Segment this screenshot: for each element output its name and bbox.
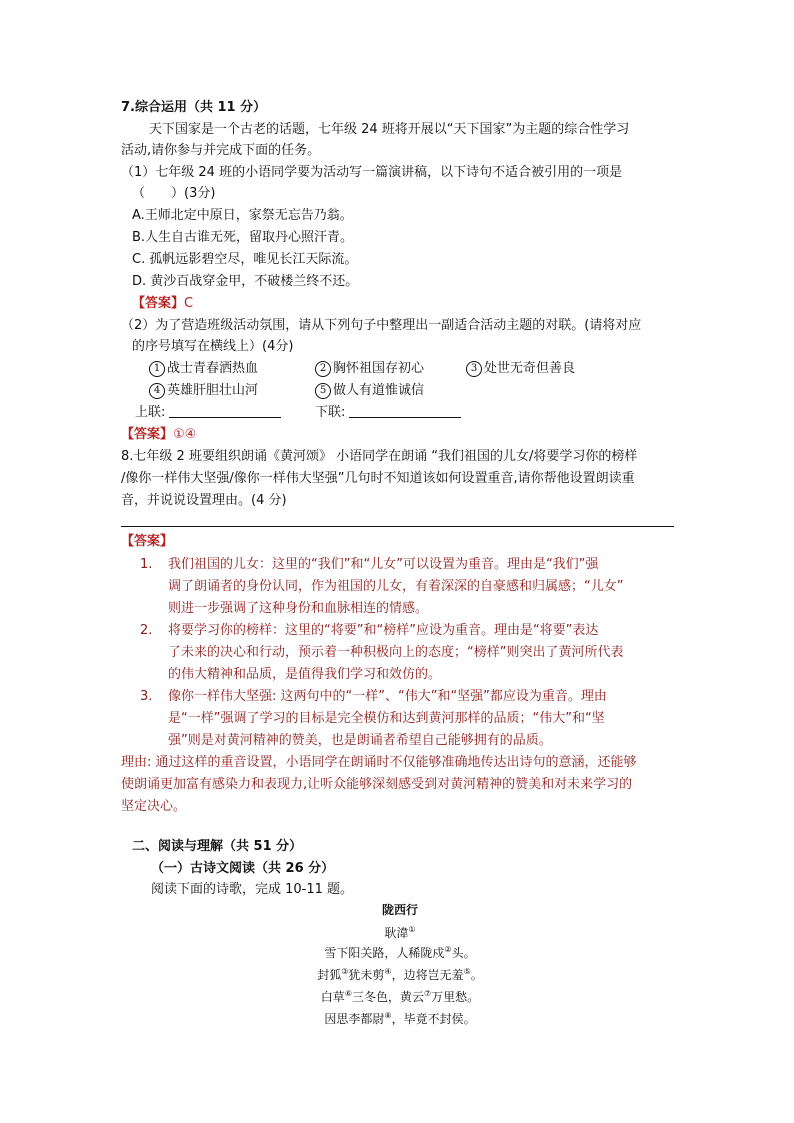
q8-item-1-num: 1. [140, 557, 153, 572]
answer-value: ①④ [173, 427, 197, 442]
q8-item-3-line-2: 是“一样”强调了学习的目标是完全模仿和达到黄河那样的品质；“伟大”和“坚 [168, 711, 605, 726]
q7-option-b: B.人生自古谁无死，留取丹心照汗青。 [132, 230, 354, 245]
q8-reason-line-1: 理由: 通过这样的重音设置，小语同学在朗诵时不仅能够准确地传达出诗句的意涵，还能够 [121, 755, 637, 770]
q7-intro-line-2: 活动,请你参与并完成下面的任务。 [121, 143, 321, 158]
q8-item-2-num: 2. [140, 623, 153, 638]
answer-value: C [184, 296, 194, 311]
q7-option-d: D. 黄沙百战穿金甲，不破楼兰终不还。 [132, 274, 359, 289]
upper-couplet-field: 上联: [135, 403, 281, 423]
q7-answer-1 [132, 294, 193, 314]
q7-sub1-line-2: （ ）(3分) [132, 186, 216, 201]
couplet-option-3: 3 处世无奇但善良 [466, 359, 575, 379]
q8-line-2: /像你一样伟大坚强/像你一样伟大坚强”几句时不知道该如何设置重音,请你帮他设置朗读重 [121, 471, 635, 486]
lower-couplet-field: 下联: [315, 403, 461, 423]
q8-item-1-line-2: 调了朗诵者的身份认同，作为祖国的儿女，有着深深的自豪感和归属感；“儿女” [168, 579, 624, 594]
q7-sub1-line-1: （1）七年级 24 班的小语同学要为活动写一篇演讲稿，以下诗句不适合被引用的一项是 [121, 165, 623, 180]
q8-item-2-line-1: 将要学习你的榜样：这里的“将要”和“榜样”应设为重音。理由是“将要”表达 [168, 623, 599, 638]
q8-item-3-num: 3. [140, 689, 153, 704]
q7-option-c: C. 孤帆远影碧空尽，唯见长江天际流。 [132, 252, 358, 267]
poem-line-2: 封狐③犹未剪④，边将岂无羞⑤。 [317, 967, 483, 982]
couplet-option-5: 5 做人有道惟诚信 [315, 381, 424, 401]
answer-label: 【答案】 [132, 296, 185, 311]
couplet-option-4: 4 英雄肝胆壮山河 [149, 381, 258, 401]
poem-title: 陇西行 [381, 903, 418, 917]
q7-intro-line-1: 天下国家是一个古老的话题，七年级 24 班将开展以“天下国家”为主题的综合性学习 [149, 122, 630, 137]
q8-item-2-line-3: 的伟大精神和品质，是值得我们学习和效仿的。 [168, 667, 442, 682]
section-2-title: 二、阅读与理解（共 51 分） [132, 839, 303, 854]
q8-item-1-line-1: 我们祖国的儿女：这里的“我们”和“儿女”可以设置为重音。理由是“我们”强 [168, 557, 599, 572]
poem-line-1: 雪下阳关路，人稀陇戍②头。 [324, 945, 476, 960]
poem-line-4: 因思李都尉⑧，毕竟不封侯。 [324, 1011, 476, 1026]
q7-title: 7.综合运用（共 11 分） [121, 100, 267, 115]
q7-option-a: A.王师北定中原日，家祭无忘告乃翁。 [132, 208, 353, 223]
poem-author: 耿湋① [384, 925, 416, 940]
q8-reason-line-3: 坚定决心。 [121, 799, 187, 814]
answer-line [121, 526, 674, 527]
upper-couplet-blank [169, 403, 281, 418]
q7-answer-2 [121, 425, 196, 445]
poem-line-3: 白草⑥三冬色，黄云⑦万里愁。 [320, 989, 480, 1004]
q8-item-3-line-3: 强”则是对黄河精神的赞美，也是朗诵者希望自己能够拥有的品质。 [168, 733, 552, 748]
q8-answer-label: 【答案】 [121, 534, 174, 549]
q8-reason-line-2: 使朗诵更加富有感染力和表现力,让听众能够深刻感受到对黄河精神的赞美和对未来学习的 [121, 777, 633, 792]
q8-line-3: 音，并说说设置理由。(4 分) [121, 493, 287, 508]
section-2-subtitle: （一）古诗文阅读（共 26 分） [151, 861, 335, 876]
q7-sub2-line-1: （2）为了营造班级活动氛围，请从下列句子中整理出一副适合活动主题的对联。(请将对应 [121, 318, 642, 333]
section-2-instruction: 阅读下面的诗歌，完成 10-11 题。 [151, 882, 354, 897]
q8-item-3-line-1: 像你一样伟大坚强: 这两句中的“一样”、“伟大”和“坚强”都应设为重音。理由 [168, 689, 607, 704]
answer-label: 【答案】 [121, 427, 174, 442]
lower-couplet-blank [349, 403, 461, 418]
q8-item-2-line-2: 了未来的决心和行动，预示着一种积极向上的态度；“榜样”则突出了黄河所代表 [168, 645, 624, 660]
couplet-option-1: 1 战士青春洒热血 [149, 359, 258, 379]
q8-line-1: 8.七年级 2 班要组织朗诵《黄河颂》 小语同学在朗诵 “我们祖国的儿女/将要学习你的榜样 [121, 449, 638, 464]
q8-item-1-line-3: 则进一步强调了这种身份和血脉相连的情感。 [168, 601, 429, 616]
couplet-option-2: 2 胸怀祖国存初心 [315, 359, 424, 379]
q7-sub2-line-2: 的序号填写在横线上）(4分) [132, 339, 294, 354]
